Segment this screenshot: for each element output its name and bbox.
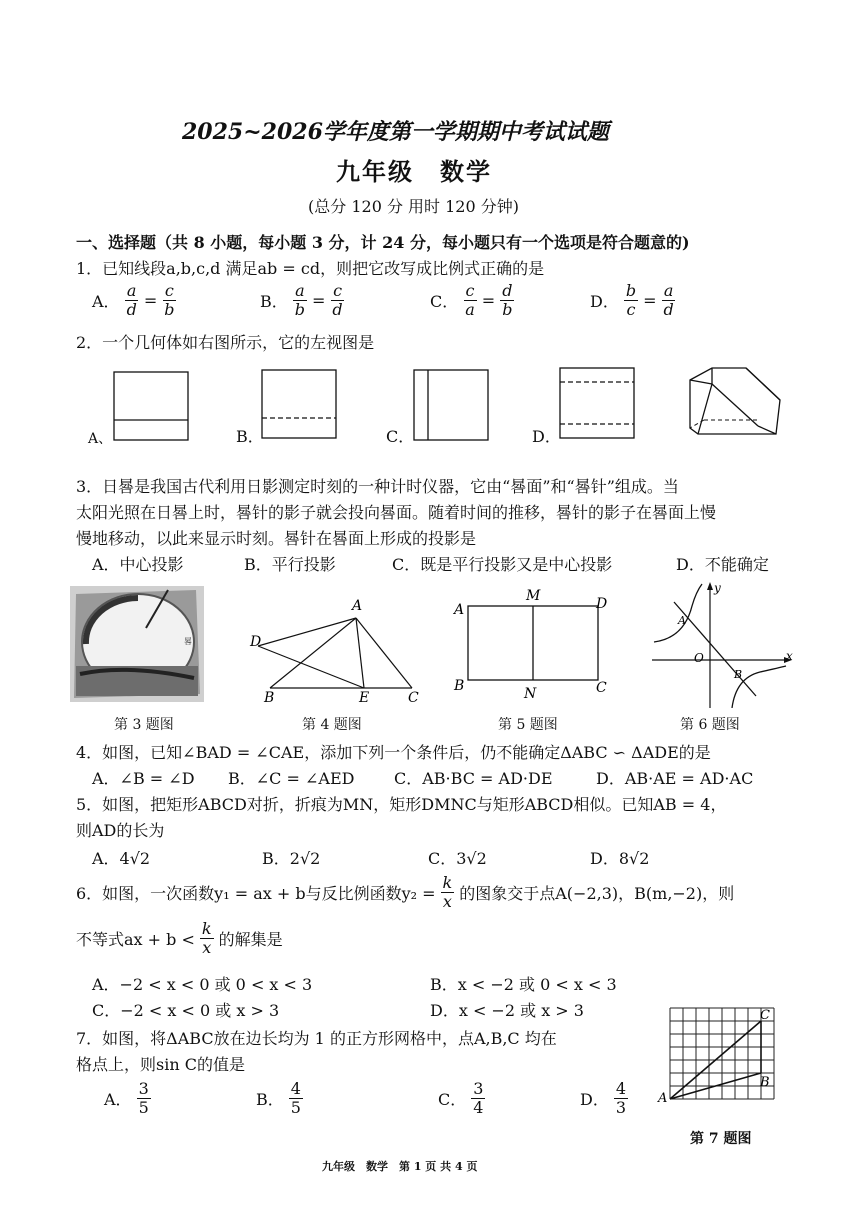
- svg-text:O: O: [694, 651, 704, 665]
- q1-option-d[interactable]: D． $\frac{b}{c}$ = $\frac{a}{d}$: [590, 281, 674, 319]
- q4-option-d[interactable]: D．AB·AE = AD·AC: [596, 769, 754, 788]
- q6-option-d[interactable]: D．x < −2 或 x > 3: [430, 1001, 584, 1020]
- q4-option-a[interactable]: A．∠B = ∠D: [92, 769, 195, 788]
- q7-line1: 7．如图，将ΔABC放在边长均为 1 的正方形网格中，点A,B,C 均在: [76, 1029, 557, 1048]
- label-A: A: [352, 598, 363, 614]
- caption-fig7: 第 7 题图: [690, 1131, 752, 1147]
- option-b-view[interactable]: [262, 370, 336, 438]
- svg-text:A: A: [678, 614, 686, 627]
- figure-6-graph: [652, 582, 793, 708]
- q2-label-d: D．: [532, 427, 561, 446]
- q2-view-options: [86, 362, 792, 450]
- q5-option-d[interactable]: D．8√2: [590, 849, 650, 868]
- q3-option-b[interactable]: B．平行投影: [244, 555, 336, 574]
- svg-text:C: C: [760, 1008, 770, 1023]
- q3-option-c[interactable]: C．既是平行投影又是中心投影: [392, 555, 613, 574]
- q7-option-d[interactable]: D． $\frac{4}{3}$: [580, 1079, 627, 1117]
- svg-text:晷: 晷: [184, 637, 192, 646]
- option-c-view[interactable]: [414, 370, 488, 440]
- q1-option-c[interactable]: C． $\frac{c}{a}$ = $\frac{d}{b}$: [430, 281, 513, 319]
- svg-text:D: D: [596, 596, 608, 612]
- q6-line2: 不等式ax + b < $\frac{k}{x}$ 的解集是: [76, 919, 283, 957]
- caption-fig5: 第 5 题图: [498, 717, 558, 733]
- caption-fig6: 第 6 题图: [680, 717, 740, 733]
- label-E: E: [359, 690, 370, 706]
- svg-text:B: B: [734, 668, 743, 681]
- q3-line2: 太阳光照在日晷上时，晷针的影子就会投向晷面。随着时间的推移，晷针的影子在晷面上慢: [76, 503, 717, 522]
- q5-option-a[interactable]: A．4√2: [92, 849, 151, 868]
- option-a-view[interactable]: [114, 372, 188, 440]
- q4-option-c[interactable]: C．AB·BC = AD·DE: [394, 769, 553, 788]
- q7-option-c[interactable]: C． $\frac{3}{4}$: [438, 1079, 484, 1117]
- q6-option-c[interactable]: C．−2 < x < 0 或 x > 3: [92, 1001, 280, 1020]
- q5-line1: 5．如图，把矩形ABCD对折，折痕为MN，矩形DMNC与矩形ABCD相似。已知AB = 4，: [76, 795, 727, 814]
- q1-option-a[interactable]: A． $\frac{a}{d}$ = $\frac{c}{b}$: [92, 281, 175, 319]
- q3-option-d[interactable]: D．不能确定: [676, 555, 769, 574]
- exam-meta: (总分 120 分 用时 120 分钟): [308, 197, 519, 216]
- q7-option-a[interactable]: A． $\frac{3}{5}$: [104, 1079, 149, 1117]
- q5-option-b[interactable]: B．2√2: [262, 849, 321, 868]
- q1-option-b[interactable]: B． $\frac{a}{b}$ = $\frac{c}{d}$: [260, 281, 343, 319]
- q3-line1: 3．日晷是我国古代利用日影测定时刻的一种计时仪器，它由“晷面”和“晷针”组成。当: [76, 477, 679, 496]
- caption-fig3: 第 3 题图: [114, 717, 174, 733]
- option-d-view[interactable]: [560, 368, 634, 438]
- figures-row: [66, 582, 802, 708]
- exam-subtitle: 九年级 数学: [336, 157, 492, 186]
- q5-line2: 则AD的长为: [76, 821, 165, 840]
- q1-stem: 1．已知线段a,b,c,d 满足ab = cd，则把它改写成比例式正确的是: [76, 259, 545, 278]
- q2-label-a: A、: [88, 431, 113, 447]
- svg-text:C: C: [596, 680, 607, 696]
- label-D: D: [250, 634, 262, 650]
- q7-line2: 格点上，则sin C的值是: [76, 1055, 245, 1074]
- caption-fig4: 第 4 题图: [302, 717, 362, 733]
- sundial-photo: [70, 586, 204, 702]
- q3-line3: 慢地移动，以此来显示时刻。晷针在晷面上形成的投影是: [76, 529, 477, 548]
- figure-7-grid: [654, 1004, 786, 1124]
- svg-text:M: M: [526, 588, 541, 604]
- figure-4-triangles: [249, 598, 419, 706]
- q2-stem: 2．一个几何体如右图所示，它的左视图是: [76, 333, 375, 352]
- q5-option-c[interactable]: C．3√2: [428, 849, 487, 868]
- svg-text:N: N: [524, 686, 537, 702]
- solid-figure: [690, 368, 780, 434]
- svg-text:y: y: [714, 582, 721, 595]
- page-footer: 九年级 数学 第 1 页 共 4 页: [322, 1160, 478, 1173]
- svg-text:x: x: [786, 649, 793, 663]
- svg-text:B: B: [454, 678, 465, 694]
- label-B: B: [264, 690, 275, 706]
- label-C: C: [408, 690, 419, 706]
- q4-stem: 4．如图，已知∠BAD = ∠CAE，添加下列一个条件后，仍不能确定ΔABC ∽ ΔADE的是: [76, 743, 711, 762]
- figure-5-rectangle: [452, 588, 607, 702]
- section-heading: 一、选择题（共 8 小题，每小题 3 分，计 24 分，每小题只有一个选项是符合题意的): [76, 233, 690, 252]
- svg-text:A: A: [454, 602, 465, 618]
- q3-option-a[interactable]: A．中心投影: [92, 555, 184, 574]
- q4-option-b[interactable]: B．∠C = ∠AED: [228, 769, 355, 788]
- q2-label-c: C．: [386, 427, 415, 446]
- q6-option-b[interactable]: B．x < −2 或 0 < x < 3: [430, 975, 617, 994]
- svg-text:B: B: [760, 1075, 770, 1090]
- q2-label-b: B．: [236, 427, 264, 446]
- q7-option-b[interactable]: B． $\frac{4}{5}$: [256, 1079, 301, 1117]
- svg-text:A: A: [658, 1091, 668, 1106]
- q6-line1: 6．如图，一次函数y₁ = ax + b与反比例函数y₂ = $\frac{k}{x}$ 的图象交于点A(−2,3)，B(m,−2)，则: [76, 873, 735, 911]
- exam-title: 2025~2026学年度第一学期期中考试试题: [182, 119, 609, 145]
- q6-option-a[interactable]: A．−2 < x < 0 或 0 < x < 3: [92, 975, 313, 994]
